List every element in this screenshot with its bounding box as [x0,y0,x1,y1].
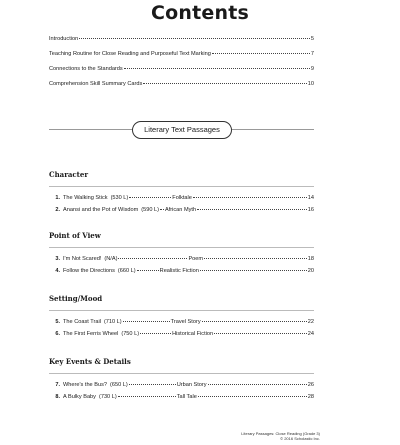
dot-leader [137,270,159,271]
dot-leader [208,384,307,385]
intro-list [49,36,314,96]
section-heading: Key Events & Details [49,357,131,366]
entry-page: 24 [307,331,314,337]
entry-page: 18 [307,256,314,262]
dot-leader [143,83,307,84]
dot-leader [118,396,176,397]
dot-leader [204,258,307,259]
dot-leader [118,258,187,259]
section-key-events [49,357,314,406]
entry-title: A Bulky Baby [63,394,96,400]
section-point-of-view [49,231,314,280]
entry-number: 6. [55,331,60,337]
literary-passages-label: Literary Text Passages [132,121,232,139]
entry-genre: Realistic Fiction [159,268,199,274]
section-rule [49,186,314,187]
entry-page: 14 [307,195,314,201]
toc-row-skill-cards[interactable] [49,81,314,96]
page-title: Contents [150,2,249,24]
section-heading: Setting/Mood [49,294,103,303]
entry-lexile: (650 L) [109,382,128,388]
dot-leader [140,333,171,334]
toc-row-page: 7 [310,51,314,57]
divider-left [49,129,132,130]
entry-genre: Tall Tale [176,394,197,400]
entry-number: 2. [55,207,60,213]
entry-title: The First Ferris Wheel [63,331,119,337]
entry-number: 3. [55,256,60,262]
toc-entry-4[interactable] [49,268,314,280]
entry-page: 16 [307,207,314,213]
toc-row-label: Introduction [49,36,79,42]
entry-lexile: (730 L) [98,394,117,400]
page-footer [241,431,320,441]
entry-title: The Coast Trail [63,319,101,325]
entry-lexile: (750 L) [121,331,140,337]
entry-page: 20 [307,268,314,274]
toc-row-label: Teaching Routine for Close Reading and Purposeful Text Marking [49,51,211,57]
entry-title: Follow the Directions [63,268,115,274]
entry-genre: African Myth [164,207,197,213]
entry-genre: Poem [188,256,204,262]
toc-entry-3[interactable] [49,256,314,268]
section-rule [49,310,314,311]
dot-leader [214,333,307,334]
dot-leader [193,197,307,198]
dot-leader [197,209,307,210]
toc-row-introduction[interactable] [49,36,314,51]
entry-page: 22 [307,319,314,325]
divider-right [232,129,314,130]
dot-leader [129,197,171,198]
toc-row-standards[interactable] [49,66,314,81]
dot-leader [200,270,307,271]
entry-lexile: (660 L) [117,268,136,274]
entry-lexile: (530 L) [110,195,129,201]
toc-entry-6[interactable] [49,331,314,343]
section-character [49,170,314,219]
entry-number: 8. [55,394,60,400]
toc-entry-1[interactable] [49,195,314,207]
section-heading: Point of View [49,231,101,240]
section-setting-mood [49,294,314,343]
dot-leader [160,209,164,210]
entry-genre: Urban Story [176,382,207,388]
entry-lexile: (710 L) [103,319,122,325]
toc-row-page: 9 [310,66,314,72]
dot-leader [129,384,176,385]
entry-page: 26 [307,382,314,388]
entry-number: 4. [55,268,60,274]
toc-row-teaching-routine[interactable] [49,51,314,66]
entry-number: 5. [55,319,60,325]
entry-title: The Walking Stick [63,195,108,201]
entry-genre: Travel Story [170,319,201,325]
toc-row-page: 5 [310,36,314,42]
entry-genre: Historical Fiction [172,331,214,337]
toc-entry-7[interactable] [49,382,314,394]
footer-title: Literary Passages: Close Reading (Grade 3) [241,431,320,436]
entry-lexile: (590 L) [141,207,159,213]
entry-title: I'm Not Scared! [63,256,102,262]
entry-title: Where's the Bus? [63,382,107,388]
section-rule [49,373,314,374]
footer-copyright: © 2016 Scholastic Inc. [280,436,320,441]
dot-leader [212,53,310,54]
entry-title: Anansi and the Pot of Wisdom [63,207,139,213]
dot-leader [124,68,310,69]
entry-number: 7. [55,382,60,388]
entry-page: 28 [307,394,314,400]
dot-leader [79,38,310,39]
toc-entry-2[interactable] [49,207,314,219]
toc-entry-5[interactable] [49,319,314,331]
dot-leader [202,321,307,322]
toc-entry-8[interactable] [49,394,314,406]
toc-row-label: Connections to the Standards [49,66,123,72]
toc-row-page: 10 [307,81,314,87]
section-heading: Character [49,170,89,179]
entry-lexile: (N/A) [104,256,118,262]
dot-leader [123,321,170,322]
dot-leader [198,396,307,397]
section-rule [49,247,314,248]
entry-genre: Folktale [172,195,192,201]
toc-row-label: Comprehension Skill Summary Cards [49,81,143,87]
entry-number: 1. [55,195,60,201]
